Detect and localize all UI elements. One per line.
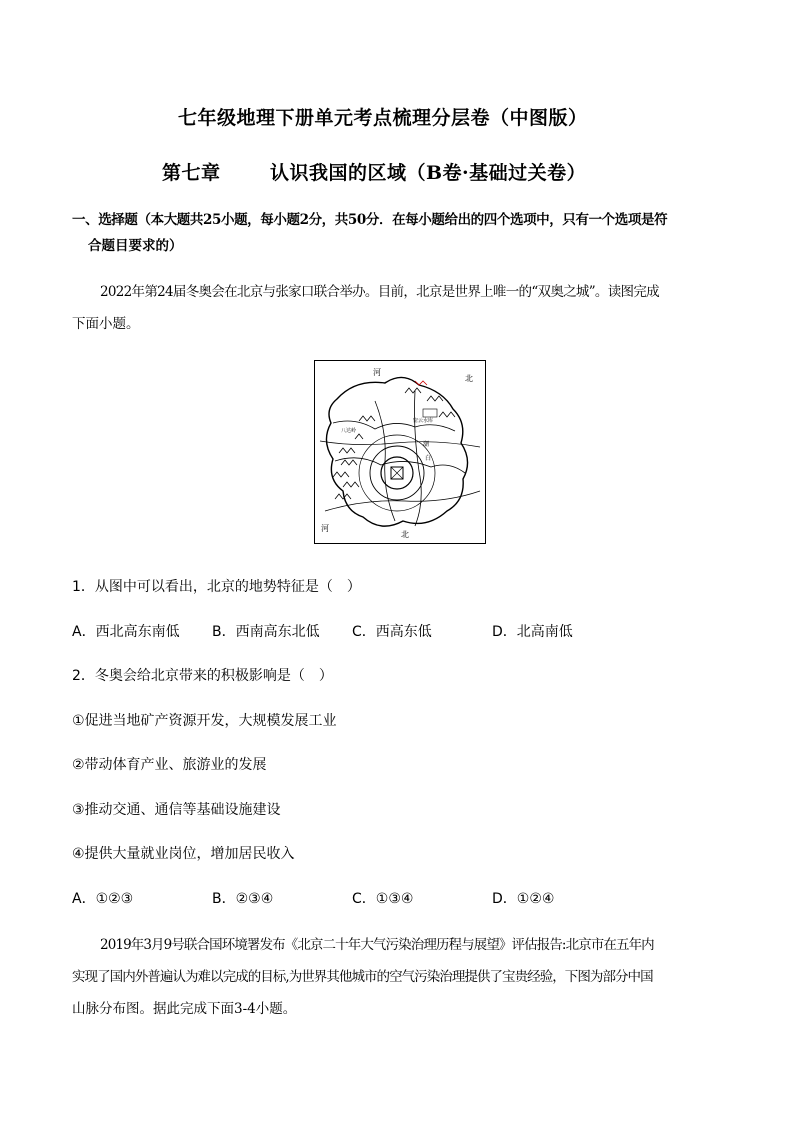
q2-option-c[interactable]: C．①③④: [352, 891, 414, 907]
q1-option-b[interactable]: B．西南高东北低: [212, 624, 320, 640]
intro-2-line2: 实现了国内外普遍认为难以完成的目标,为世界其他城市的空气污染治理提供了宝贵经验，下图为部分中国: [72, 969, 653, 985]
map-label-province-north: 河: [373, 368, 381, 377]
q2-option-d[interactable]: D．①②④: [492, 891, 555, 907]
q2-option-a[interactable]: A．①②③: [72, 891, 134, 907]
question-2-options: [72, 888, 592, 908]
q2-statement-4: ④提供大量就业岗位，增加居民收入: [72, 846, 295, 862]
chapter-label: 第七章: [162, 162, 221, 184]
intro-2-line3: 山脉分布图。据此完成下面3-4小题。: [72, 1001, 297, 1017]
map-label-reservoir: 密云水库: [413, 418, 434, 424]
question-2-stem: 2．冬奥会给北京带来的积极影响是（ ）: [72, 668, 333, 684]
map-label-province-south: 河: [321, 524, 329, 533]
question-1-stem: 1．从图中可以看出，北京的地势特征是（ ）: [72, 579, 361, 595]
q2-statement-2: ②带动体育产业、旅游业的发展: [72, 757, 267, 773]
q1-option-c[interactable]: C．西高东低: [352, 624, 432, 640]
map-label-river-bai: 白: [425, 455, 432, 462]
map-label-river-chao: 潮: [423, 441, 430, 448]
map-label-badaling: 八达岭: [341, 428, 357, 434]
intro-2-line1: 2019年3月9号联合国环境署发布《北京二十年大气污染治理历程与展望》评估报告:北京市在五年内: [100, 937, 654, 953]
q1-option-a[interactable]: A．西北高东南低: [72, 624, 180, 640]
map-label-province-north-2: 北: [465, 374, 473, 383]
section-heading-line1: 一、选择题（本大题共25小题，每小题2分，共50分．在每小题给出的四个选项中，只有一个选项是符: [72, 212, 668, 228]
q2-statement-1: ①促进当地矿产资源开发，大规模发展工业: [72, 713, 337, 729]
q1-option-d[interactable]: D．北高南低: [492, 624, 573, 640]
document-subtitle: 认识我国的区域（B卷·基础过关卷）: [270, 162, 587, 184]
question-1-options: [72, 621, 592, 641]
document-title: 七年级地理下册单元考点梳理分层卷（中图版）: [178, 107, 588, 129]
beijing-terrain-map: [314, 360, 486, 544]
q2-statement-3: ③推动交通、通信等基础设施建设: [72, 802, 281, 818]
map-label-province-south-2: 北: [401, 530, 409, 539]
section-heading-line2: 合题目要求的）: [88, 238, 183, 254]
q2-option-b[interactable]: B．②③④: [212, 891, 274, 907]
intro-paragraph-line1: 2022年第24届冬奥会在北京与张家口联合举办。目前，北京是世界上唯一的“双奥之城”。读图完成: [100, 284, 659, 300]
intro-paragraph-line2: 下面小题。: [72, 316, 140, 332]
map-drawing: [315, 361, 485, 543]
